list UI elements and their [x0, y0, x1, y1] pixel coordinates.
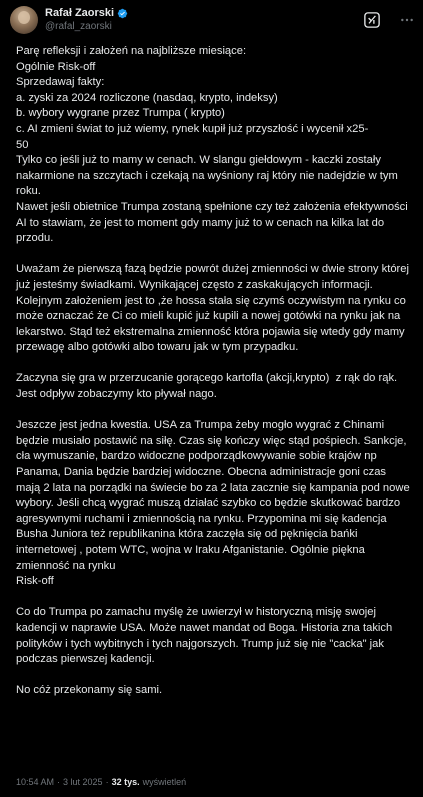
- grok-icon: [363, 11, 381, 29]
- views-label: wyświetleń: [142, 777, 187, 787]
- meta-separator: ·: [105, 777, 109, 787]
- author-display-name[interactable]: Rafał Zaorski: [45, 7, 115, 19]
- verified-badge-icon: [117, 8, 128, 19]
- tweet-header: [0, 0, 423, 46]
- more-options-button[interactable]: [397, 8, 417, 32]
- tweet-text: Parę refleksji i założeń na najbliższe miesiące: Ogólnie Risk-off Sprzedawaj fakty: a. zyski za 2024 rozliczone (nasdaq, krypto, indeksy) b. wybory wygrane przez Trumpa ( krypto) c. AI zmieni świat to już wiemy, rynek kupił już przyszłość i wycenił x25- 50 Tylko co jeśli już to mamy w cenach. W slangu giełdowym - kaczki zostały nakarmione na szczytach i czekają na wyśniony raj który nie nadejdzie w tym roku. Nawet jeśli obietnice Trumpa zostaną spełnione czy też założenia efektywności AI to stawiam, że jest to moment gdy mamy już to w cenach na kilka lat do przodu. Uważam że pierwszą fazą będzie powrót dużej zmienności w dwie strony której już jesteśmy świadkami. Wynikającej często z zaskakujących informacji. Kolejnym założeniem jest to ,że hossa stała się czymś oczywistym na rynku co może oznaczać że Ci co mieli kupić już kupili a nowej gotówki na rynku jak na lekarstwo. Stąd też ekstremalna zmienność która pojawia się wtedy gdy mamy przewagę albo gotówki albo towaru jak w tym przypadku. Zaczyna się gra w przerzucanie gorącego kartofla (akcji,krypto) z rąk do rąk. Jest odpływ zobaczymy kto pływał nago. Jeszcze jest jedna kwestia. USA za Trumpa żeby mogło wygrać z Chinami będzie musiało postawić na siłę. Czas się kończy więc stąd pośpiech. Sankcje, cła wymuszanie, bardzo widoczne podporządkowywanie sobie krajów np Panama, Dania będzie bardziej widoczne. Obecna administracje goni czas mają 2 lata na porządki na świecie bo za 2 lata zacznie się kampania pod nowe wybory. Jeśli chcą wygrać muszą działać szybko co będzie skutkować bardzo agresywnymi ruchami i zmiennością na rynku. Przypomina mi się kadencja Busha Juniora też republikanina która zaczęła się od pęknięcia bańki internetowej , potem WTC, wojna w Iraku Afganistanie. Ogólnie piękna zmienność na rynku Risk-off Co do Trumpa po zamachu myślę że uwierzył w historyczną misję swojej kadencji w naprawie USA. Może nawet mandat od Boga. Historia zna takich polityków i tych wybitnych i tych najgorszych. Trump już się nie "cacka" jak podczas pierwszej kadencji. No cóż przekonamy się sami.: [16, 45, 410, 697]
- views-count[interactable]: 32 tys.: [111, 777, 140, 787]
- author-handle[interactable]: @rafal_zaorski: [45, 21, 112, 32]
- grok-button[interactable]: [360, 8, 384, 32]
- tweet-time[interactable]: 10:54 AM: [16, 777, 55, 787]
- author-name-row: [45, 7, 128, 20]
- meta-separator: ·: [57, 777, 61, 787]
- tweet-date[interactable]: 3 lut 2025: [63, 777, 103, 787]
- more-dots-icon: [399, 12, 415, 28]
- avatar[interactable]: [10, 6, 38, 34]
- tweet-meta: [16, 776, 186, 788]
